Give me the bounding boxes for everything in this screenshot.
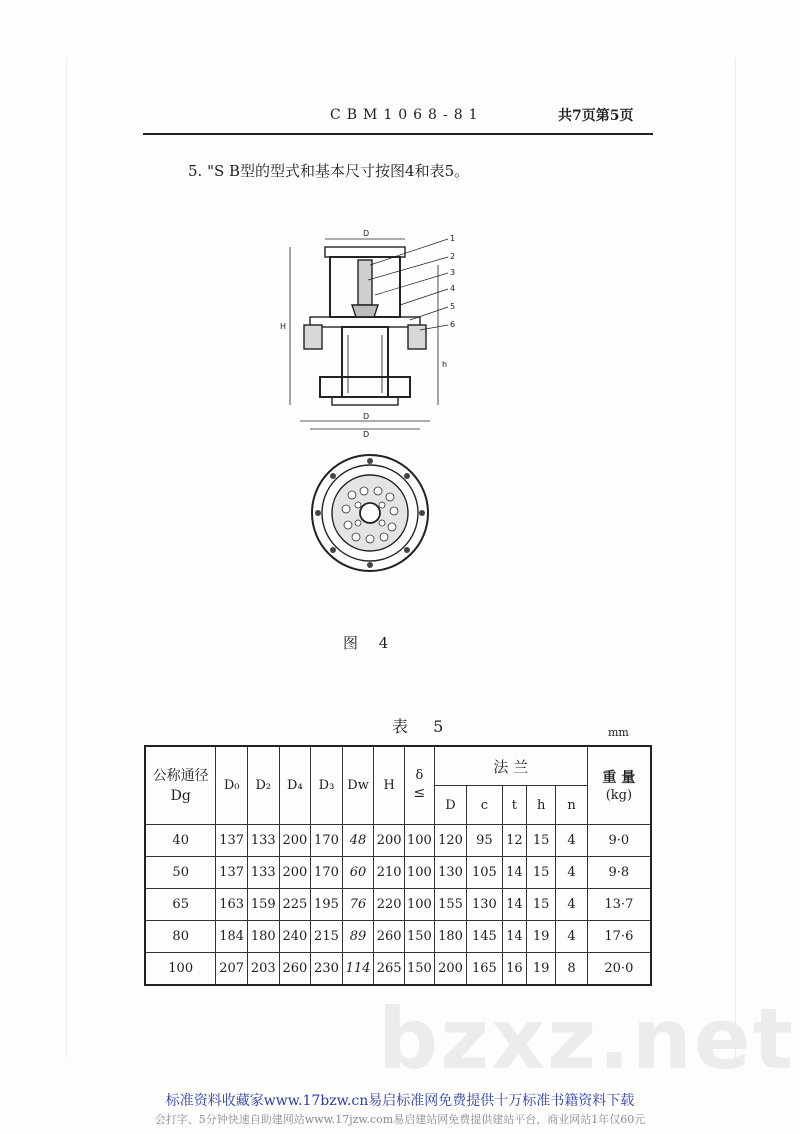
table-cell: 260	[279, 953, 311, 986]
table-cell: 165	[467, 953, 502, 986]
header-delta-bottom: ≤	[413, 785, 426, 801]
table-cell: 100	[145, 953, 216, 986]
table-row	[145, 889, 651, 921]
header-d4: D₄	[279, 746, 311, 825]
table-cell: 16	[502, 953, 527, 986]
part-number-4: 4	[450, 284, 456, 293]
table-cell: 95	[467, 825, 502, 857]
table-cell: 17·6	[587, 921, 651, 953]
table-cell: 14	[502, 857, 527, 889]
table-cell: 200	[279, 857, 311, 889]
header-dg-line1: 公称通径	[152, 767, 209, 784]
footer-line-1: 标准资料收藏家www.17bzw.cn易启标准网免费提供十万标准书籍资料下载	[165, 1093, 635, 1109]
footer-line-2: 会打字、5分钟快速自助建网站www.17jzw.com易启建站网免费提供建站平台，商业网站1年仅60元	[154, 1113, 646, 1126]
lower-body	[342, 327, 388, 397]
table-cell: 200	[374, 825, 405, 857]
header-delta-top: δ	[415, 768, 424, 783]
dim-base-2: D	[363, 430, 370, 439]
table-cell: 260	[374, 921, 405, 953]
header-delta	[405, 746, 435, 825]
valve-disc	[352, 305, 378, 317]
table-cell: 130	[434, 857, 467, 889]
table-cell: 4	[556, 889, 587, 921]
figure-4-drawing	[270, 225, 480, 595]
table-cell: 210	[374, 857, 405, 889]
table-cell: 159	[247, 889, 279, 921]
header-d3: D₃	[311, 746, 343, 825]
bolt-left	[304, 325, 322, 349]
table-cell: 203	[247, 953, 279, 986]
header-d0: D₀	[216, 746, 248, 825]
table-cell: 80	[145, 921, 216, 953]
header-weight	[587, 746, 651, 825]
header-flange-d: D	[434, 786, 467, 825]
table-cell: 4	[556, 857, 587, 889]
table-cell: 133	[247, 857, 279, 889]
header-d2: D₂	[247, 746, 279, 825]
header-weight-line1: 重 量	[602, 770, 636, 786]
table-cell: 15	[527, 825, 556, 857]
table-cell: 100	[405, 857, 435, 889]
document-code: CBM1068-81	[330, 107, 484, 123]
section-5-text: 5. "S B型的型式和基本尺寸按图4和表5。	[188, 162, 470, 180]
table-cell: 105	[467, 857, 502, 889]
table-cell: 265	[374, 953, 405, 986]
table-cell: 215	[311, 921, 343, 953]
part-number-3: 3	[450, 268, 456, 277]
table-cell: 76	[342, 889, 374, 921]
table-body	[145, 825, 651, 986]
dim-height: H	[280, 322, 287, 331]
dim-top: D	[363, 229, 370, 238]
spec-table	[144, 745, 652, 986]
table-row	[145, 953, 651, 986]
header-weight-line2: (kg)	[605, 788, 633, 803]
table-cell: 150	[405, 953, 435, 986]
base-plate	[332, 397, 398, 405]
table-cell: 220	[374, 889, 405, 921]
table-cell: 4	[556, 825, 587, 857]
header-flange-c: c	[467, 786, 502, 825]
table-cell: 180	[434, 921, 467, 953]
table-cell: 20·0	[587, 953, 651, 986]
part-number-1: 1	[450, 234, 456, 243]
header-dg	[145, 746, 216, 825]
table-cell: 15	[527, 889, 556, 921]
header-rule	[143, 133, 653, 135]
plan-center-hole	[360, 503, 380, 523]
top-cover	[325, 247, 405, 257]
dim-right: h	[442, 360, 448, 369]
table-cell: 195	[311, 889, 343, 921]
table-cell: 170	[311, 857, 343, 889]
table-row	[145, 921, 651, 953]
table-cell: 14	[502, 889, 527, 921]
table-cell: 137	[216, 825, 248, 857]
page-number: 共7页第5页	[558, 108, 634, 124]
table-cell: 4	[556, 921, 587, 953]
watermark-logo: bzxz.net	[378, 990, 795, 1088]
table-cell: 15	[527, 857, 556, 889]
header-flange: 法 兰	[434, 746, 587, 786]
table-cell: 100	[405, 825, 435, 857]
table-cell: 60	[342, 857, 374, 889]
table-cell: 200	[434, 953, 467, 986]
table-cell: 137	[216, 857, 248, 889]
table-cell: 133	[247, 825, 279, 857]
table-cell: 130	[467, 889, 502, 921]
table-cell: 9·8	[587, 857, 651, 889]
table-cell: 89	[342, 921, 374, 953]
figure-caption: 图 4	[343, 634, 397, 652]
table-row	[145, 825, 651, 857]
table-cell: 225	[279, 889, 311, 921]
table-cell: 170	[311, 825, 343, 857]
header-dw: Dw	[342, 746, 374, 825]
table-title: 表 5	[392, 717, 454, 736]
table-cell: 180	[247, 921, 279, 953]
table-cell: 9·0	[587, 825, 651, 857]
table-cell: 65	[145, 889, 216, 921]
header-flange-n: n	[556, 786, 587, 825]
table-cell: 240	[279, 921, 311, 953]
table-cell: 230	[311, 953, 343, 986]
table-cell: 19	[527, 953, 556, 986]
table-cell: 12	[502, 825, 527, 857]
table-cell: 200	[279, 825, 311, 857]
table-cell: 155	[434, 889, 467, 921]
table-cell: 100	[405, 889, 435, 921]
valve-stem	[358, 260, 372, 305]
table-cell: 19	[527, 921, 556, 953]
mid-flange	[310, 317, 420, 327]
table-cell: 48	[342, 825, 374, 857]
table-cell: 114	[342, 953, 374, 986]
table-cell: 40	[145, 825, 216, 857]
part-number-2: 2	[450, 252, 456, 261]
table-cell: 150	[405, 921, 435, 953]
header-h: H	[374, 746, 405, 825]
table-row	[145, 857, 651, 889]
table-cell: 13·7	[587, 889, 651, 921]
table-cell: 14	[502, 921, 527, 953]
table-unit: mm	[608, 726, 629, 739]
table-cell: 207	[216, 953, 248, 986]
dim-base: D	[363, 412, 370, 421]
table-cell: 145	[467, 921, 502, 953]
table-cell: 120	[434, 825, 467, 857]
bolt-right	[408, 325, 426, 349]
table-cell: 8	[556, 953, 587, 986]
base-flange	[320, 377, 410, 397]
part-number-6: 6	[450, 320, 456, 329]
table-cell: 163	[216, 889, 248, 921]
header-flange-t: t	[502, 786, 527, 825]
table-cell: 50	[145, 857, 216, 889]
header-flange-h: h	[527, 786, 556, 825]
table-cell: 184	[216, 921, 248, 953]
header-dg-line2: Dg	[170, 787, 191, 804]
part-number-5: 5	[450, 302, 456, 311]
